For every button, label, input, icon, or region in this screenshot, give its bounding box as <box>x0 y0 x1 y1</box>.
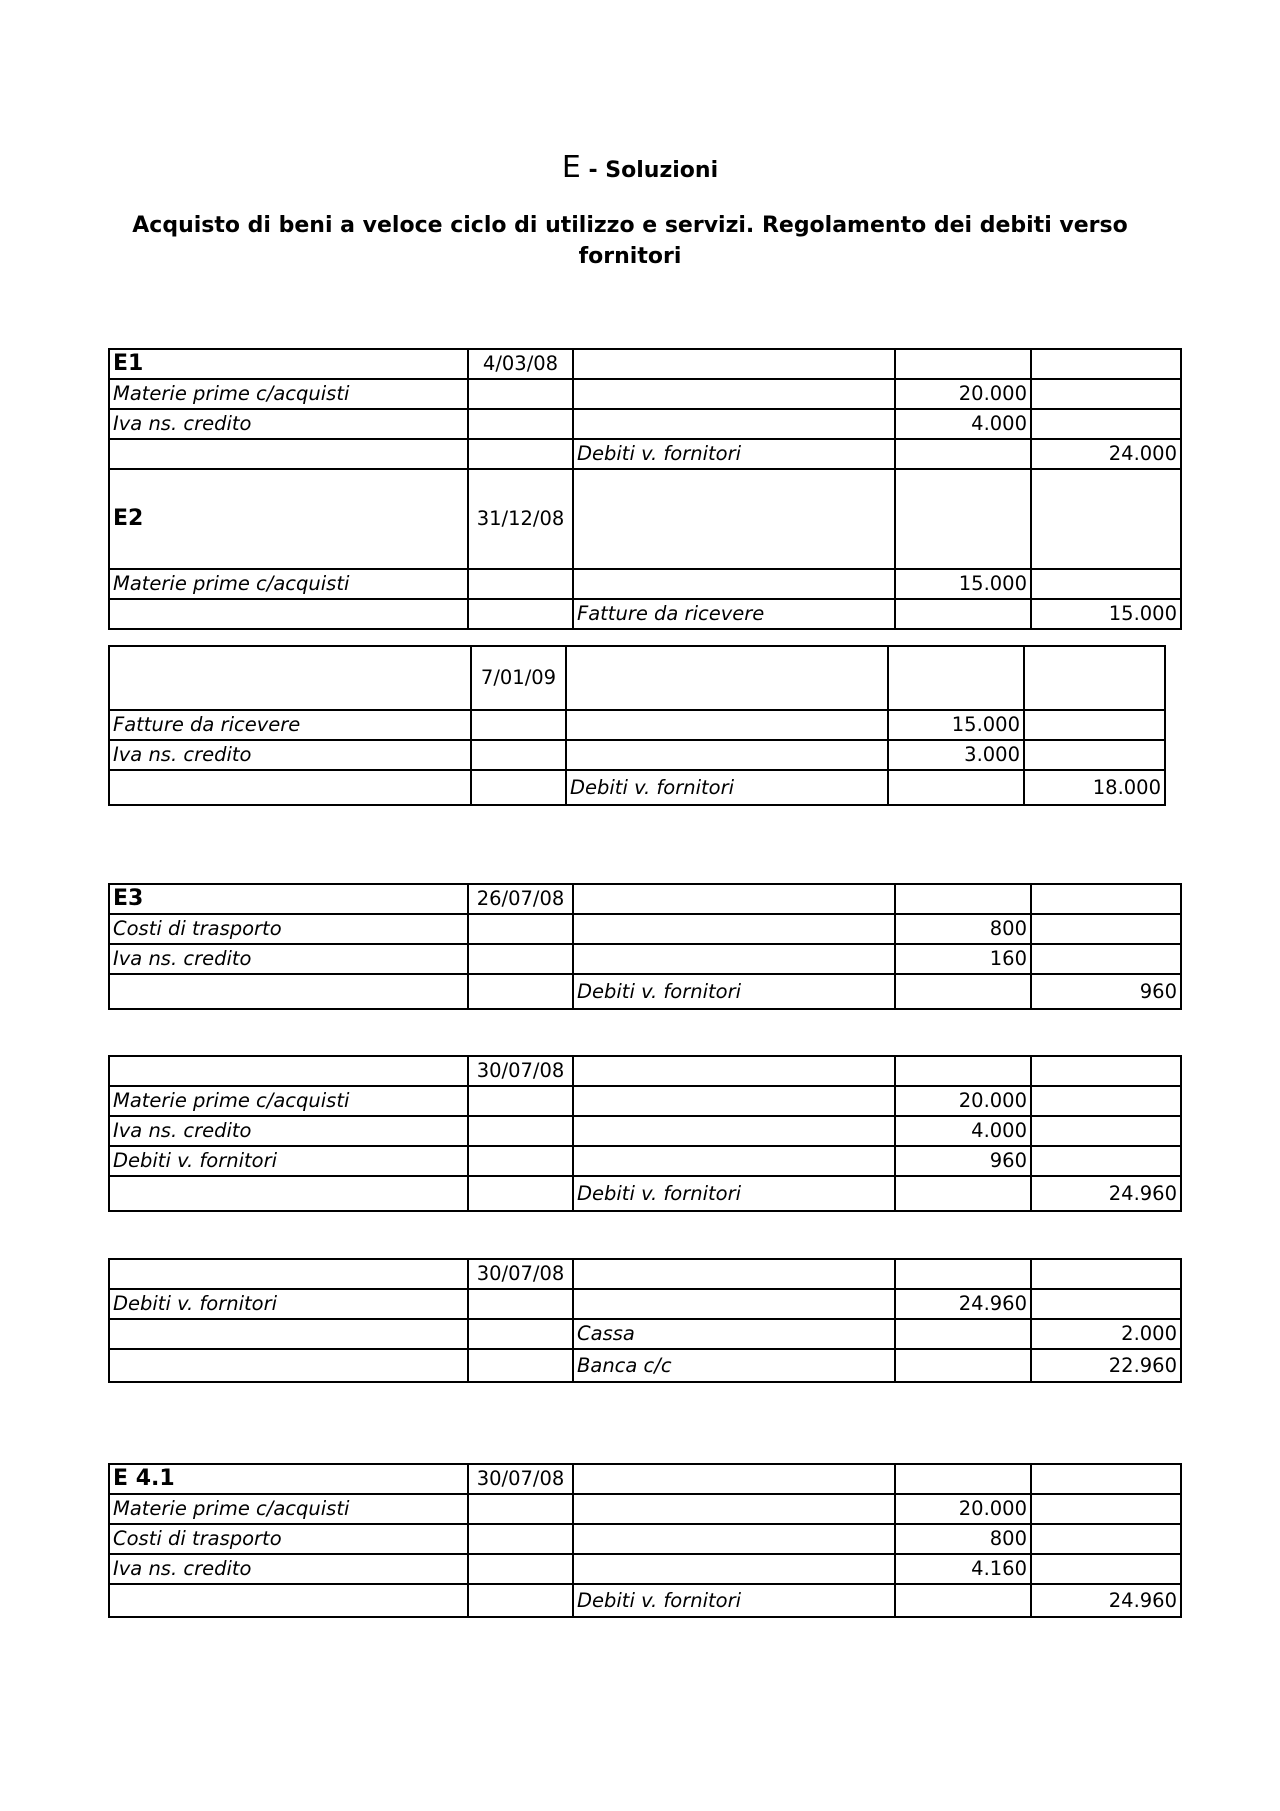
debit-account: Materie prime c/acquisti <box>109 1086 468 1116</box>
entry-date: 30/07/08 <box>468 1056 573 1086</box>
table-row <box>109 1464 1181 1494</box>
table-row <box>109 1289 1181 1319</box>
credit-amount: 22.960 <box>1031 1349 1181 1382</box>
credit-account: Debiti v. fornitori <box>573 1176 895 1211</box>
table-row <box>109 884 1181 914</box>
table-row <box>109 1259 1181 1289</box>
debit-amount: 20.000 <box>895 1494 1031 1524</box>
title-text: - Soluzioni <box>588 158 719 183</box>
table-row <box>109 1319 1181 1349</box>
journal-entry-e3 <box>108 883 1182 1010</box>
debit-amount: 24.960 <box>895 1289 1031 1319</box>
title-letter: E <box>561 150 581 185</box>
credit-account: Debiti v. fornitori <box>566 770 888 805</box>
debit-amount: 800 <box>895 914 1031 944</box>
debit-amount: 4.000 <box>895 1116 1031 1146</box>
table-row <box>109 1116 1181 1146</box>
debit-account: Materie prime c/acquisti <box>109 379 468 409</box>
table-row <box>109 1584 1181 1617</box>
debit-account: Debiti v. fornitori <box>109 1289 468 1319</box>
debit-account: Iva ns. credito <box>109 740 471 770</box>
table-row <box>109 409 1181 439</box>
journal-entry-e2-settlement <box>108 645 1166 806</box>
debit-amount: 15.000 <box>895 569 1031 599</box>
table-row <box>109 1176 1181 1211</box>
table-row <box>109 349 1181 379</box>
debit-amount: 960 <box>895 1146 1031 1176</box>
debit-account: Iva ns. credito <box>109 1554 468 1584</box>
table-row <box>109 646 1165 710</box>
table-row <box>109 1086 1181 1116</box>
table-row <box>109 1146 1181 1176</box>
credit-amount: 18.000 <box>1024 770 1165 805</box>
table-row <box>109 469 1181 569</box>
debit-account: Iva ns. credito <box>109 409 468 439</box>
debit-amount: 15.000 <box>888 710 1024 740</box>
credit-amount: 15.000 <box>1031 599 1181 629</box>
journal-entry-e1-e2 <box>108 348 1182 630</box>
credit-account: Debiti v. fornitori <box>573 974 895 1009</box>
debit-account: Fatture da ricevere <box>109 710 471 740</box>
debit-account: Materie prime c/acquisti <box>109 1494 468 1524</box>
table-row <box>109 974 1181 1009</box>
debit-amount: 4.160 <box>895 1554 1031 1584</box>
debit-amount: 160 <box>895 944 1031 974</box>
page-title <box>0 150 1280 185</box>
entry-date: 26/07/08 <box>468 884 573 914</box>
debit-amount: 3.000 <box>888 740 1024 770</box>
debit-account: Costi di trasporto <box>109 914 468 944</box>
credit-account: Debiti v. fornitori <box>573 1584 895 1617</box>
table-row <box>109 944 1181 974</box>
table-row <box>109 1494 1181 1524</box>
table-row <box>109 914 1181 944</box>
credit-amount: 24.000 <box>1031 439 1181 469</box>
entry-label: E 4.1 <box>109 1464 468 1494</box>
debit-account: Debiti v. fornitori <box>109 1146 468 1176</box>
table-row <box>109 379 1181 409</box>
table-row <box>109 710 1165 740</box>
table-row <box>109 569 1181 599</box>
debit-account: Materie prime c/acquisti <box>109 569 468 599</box>
table-row <box>109 439 1181 469</box>
debit-amount: 20.000 <box>895 379 1031 409</box>
entry-date: 31/12/08 <box>468 469 573 569</box>
debit-amount: 800 <box>895 1524 1031 1554</box>
table-row <box>109 599 1181 629</box>
table-row <box>109 1056 1181 1086</box>
credit-account: Fatture da ricevere <box>573 599 895 629</box>
entry-date: 30/07/08 <box>468 1259 573 1289</box>
entry-date: 7/01/09 <box>471 646 566 710</box>
debit-amount: 4.000 <box>895 409 1031 439</box>
credit-amount: 24.960 <box>1031 1584 1181 1617</box>
entry-date: 30/07/08 <box>468 1464 573 1494</box>
entry-label: E2 <box>109 469 468 569</box>
credit-amount: 960 <box>1031 974 1181 1009</box>
debit-account: Iva ns. credito <box>109 944 468 974</box>
table-row <box>109 1554 1181 1584</box>
table-row <box>109 1349 1181 1382</box>
table-row <box>109 1524 1181 1554</box>
journal-entry-e3-payment <box>108 1258 1182 1383</box>
entry-label: E1 <box>109 349 468 379</box>
debit-account: Costi di trasporto <box>109 1524 468 1554</box>
credit-account: Banca c/c <box>573 1349 895 1382</box>
credit-account: Debiti v. fornitori <box>573 439 895 469</box>
journal-entry-e4-1 <box>108 1463 1182 1618</box>
debit-account: Iva ns. credito <box>109 1116 468 1146</box>
table-row <box>109 770 1165 805</box>
page-subtitle: Acquisto di beni a veloce ciclo di utilizzo e servizi. Regolamento dei debiti verso fornitori <box>132 213 1128 269</box>
journal-entry-e3-purchase <box>108 1055 1182 1212</box>
entry-label: E3 <box>109 884 468 914</box>
debit-amount: 20.000 <box>895 1086 1031 1116</box>
credit-amount: 2.000 <box>1031 1319 1181 1349</box>
table-row <box>109 740 1165 770</box>
credit-account: Cassa <box>573 1319 895 1349</box>
credit-amount: 24.960 <box>1031 1176 1181 1211</box>
entry-date: 4/03/08 <box>468 349 573 379</box>
